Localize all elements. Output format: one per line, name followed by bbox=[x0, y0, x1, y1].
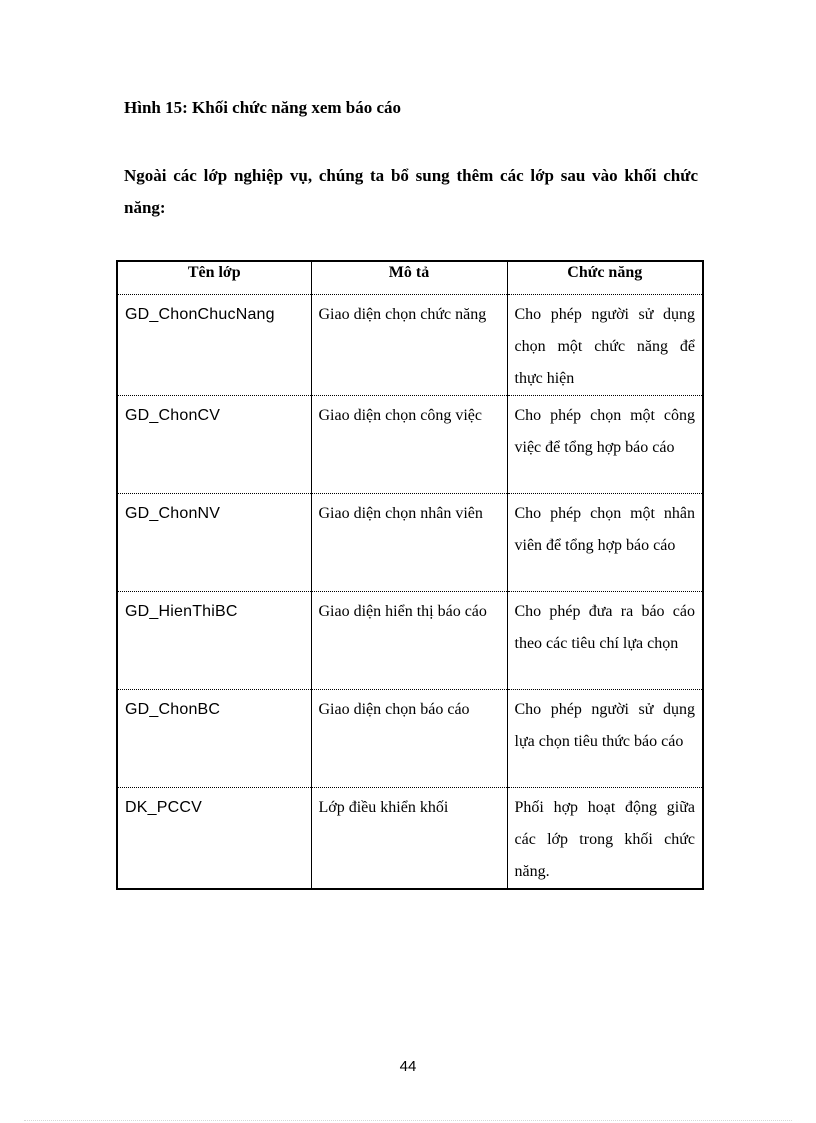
cell-function: Cho phép chọn một công việc để tổng hợp báo cáo bbox=[507, 396, 703, 494]
cell-description: Giao diện chọn nhân viên bbox=[311, 494, 507, 592]
cell-function: Phối hợp hoạt động giữa các lớp trong khối chức năng. bbox=[507, 788, 703, 890]
cell-description: Giao diện chọn chức năng bbox=[311, 295, 507, 396]
table-header-row bbox=[117, 261, 703, 295]
cell-description: Giao diện chọn báo cáo bbox=[311, 690, 507, 788]
cell-class-name: GD_ChonCV bbox=[117, 396, 311, 494]
header-function: Chức năng bbox=[507, 261, 703, 295]
cell-class-name: GD_HienThiBC bbox=[117, 592, 311, 690]
table-row bbox=[117, 396, 703, 494]
table-row bbox=[117, 690, 703, 788]
cell-description: Giao diện hiển thị báo cáo bbox=[311, 592, 507, 690]
cell-description: Giao diện chọn công việc bbox=[311, 396, 507, 494]
cell-class-name: DK_PCCV bbox=[117, 788, 311, 890]
cell-class-name: GD_ChonChucNang bbox=[117, 295, 311, 396]
header-description: Mô tả bbox=[311, 261, 507, 295]
cell-function: Cho phép người sử dụng chọn một chức năng để thực hiện bbox=[507, 295, 703, 396]
cell-class-name: GD_ChonNV bbox=[117, 494, 311, 592]
table-row bbox=[117, 788, 703, 890]
class-table bbox=[116, 260, 704, 890]
table-row bbox=[117, 494, 703, 592]
header-class-name: Tên lớp bbox=[117, 261, 311, 295]
cell-description: Lớp điều khiển khối bbox=[311, 788, 507, 890]
cell-function: Cho phép đưa ra báo cáo theo các tiêu chí lựa chọn bbox=[507, 592, 703, 690]
cell-function: Cho phép chọn một nhân viên để tổng hợp báo cáo bbox=[507, 494, 703, 592]
cell-class-name: GD_ChonBC bbox=[117, 690, 311, 788]
table-row bbox=[117, 592, 703, 690]
table-row bbox=[117, 295, 703, 396]
page-bottom-divider bbox=[24, 1120, 792, 1121]
figure-caption: Hình 15: Khối chức năng xem báo cáo bbox=[124, 98, 402, 117]
page-number: 44 bbox=[399, 1058, 417, 1075]
intro-paragraph: Ngoài các lớp nghiệp vụ, chúng ta bổ sung thêm các lớp sau vào khối chức năng: bbox=[124, 166, 698, 217]
cell-function: Cho phép người sử dụng lựa chọn tiêu thức báo cáo bbox=[507, 690, 703, 788]
